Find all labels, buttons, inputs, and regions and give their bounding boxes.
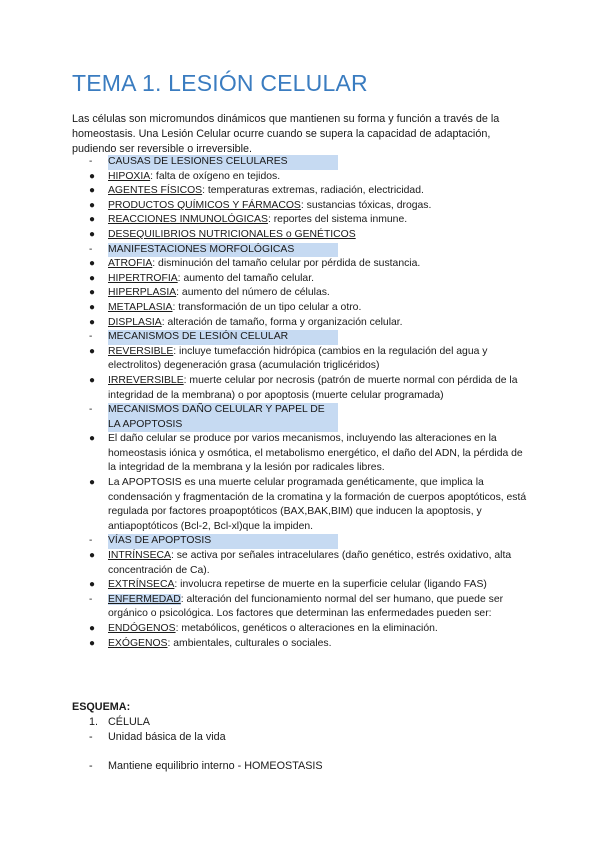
list-item (72, 199, 532, 214)
list-item-text: : sustancias tóxicas, drogas. (300, 199, 432, 211)
list-item-term: EXÓGENOS (108, 637, 168, 649)
list-item-body (108, 258, 420, 269)
schema-subitem-text: Mantiene equilibrio interno - HOMEOSTASIS (108, 760, 323, 772)
content-list (72, 155, 532, 651)
list-item-term: REVERSIBLE (108, 345, 174, 357)
list-item-term: AGENTES FÍSICOS (108, 185, 203, 197)
schema-heading: ESQUEMA: (72, 701, 131, 713)
list-item-text: : muerte celular por necrosis (patrón de muerte normal con pérdida de la integridad de la membrana) o por apoptosis (muerte celular programada) (108, 374, 518, 401)
list-item-body (108, 550, 511, 576)
section-heading (72, 534, 532, 549)
bullet-marker: ● (89, 199, 96, 211)
list-item-text: La APOPTOSIS es una muerte celular programada genéticamente, que implica la condensación y fragmentación de la cromatina y la formación de cuerpos apoptóticos, está regulada por factores proapoptóticos (BAX,BAK,BIM) que inducen la apoptosis, y antiapoptóticos (Bcl-2, Bcl-xl)que la impiden. (108, 477, 527, 532)
list-item-term: DISPLASIA (108, 316, 162, 328)
section-heading (72, 330, 532, 345)
bullet-marker: ● (89, 637, 96, 649)
enfermedad-term: ENFERMEDAD (108, 593, 181, 605)
list-item-term: PRODUCTOS QUÍMICOS Y FÁRMACOS (108, 199, 301, 211)
schema-subitem (72, 730, 532, 745)
list-item (72, 213, 532, 228)
enfermedad-item (72, 593, 532, 622)
list-item-text: : alteración de tamaño, forma y organización celular. (161, 316, 403, 328)
bullet-marker: ● (89, 345, 96, 357)
list-item-term: REACCIONES INMUNOLÓGICAS (108, 214, 268, 226)
list-item-term: ENDÓGENOS (108, 623, 176, 634)
bullet-marker: ● (89, 170, 96, 182)
bullet-marker: ● (89, 287, 96, 299)
schema-numbered-item (72, 715, 532, 730)
bullet-marker: ● (89, 301, 96, 313)
dash-marker: - (89, 593, 93, 605)
schema-subitem (72, 759, 532, 774)
list-item-text: El daño celular se produce por varios mecanismos, incluyendo las alteraciones en la homeostasis iónica y osmótica, el metabolismo energético, el daño del ADN, la pérdida de la integridad de la membrana y la lesión por radicales libres. (108, 433, 523, 474)
dash-marker: - (89, 243, 93, 255)
list-item-text: : aumento del número de células. (176, 287, 330, 299)
list-item-text: : transformación de un tipo celular a otro. (172, 301, 362, 313)
bullet-marker: ● (89, 185, 96, 197)
list-item (72, 170, 532, 185)
list-item-body (108, 214, 407, 225)
list-item-body (108, 171, 280, 182)
list-item (72, 637, 532, 652)
list-item (72, 257, 532, 272)
dash-marker: - (89, 156, 93, 167)
list-item-body (108, 185, 424, 196)
section-heading-text: VÍAS DE APOPTOSIS (108, 534, 338, 549)
list-item (72, 578, 532, 593)
enfermedad-body (108, 594, 503, 620)
schema-section (72, 700, 532, 774)
list-item-text: : aumento del tamaño celular. (177, 272, 314, 284)
section-heading-text: MANIFESTACIONES MORFOLÓGICAS (108, 243, 338, 258)
dash-marker: - (89, 535, 93, 547)
dash-marker: - (89, 731, 93, 743)
schema-subitem-text: Unidad básica de la vida (108, 731, 226, 743)
list-item (72, 316, 532, 331)
list-item-body (108, 638, 332, 649)
section-heading-text: CAUSAS DE LESIONES CELULARES (108, 155, 338, 170)
list-item-body (108, 375, 517, 401)
list-item-term: EXTRÍNSECA (108, 579, 175, 591)
list-item-body (108, 302, 361, 313)
list-item (72, 228, 532, 243)
list-item (72, 476, 532, 534)
bullet-marker: ● (89, 214, 96, 226)
bullet-marker: ● (89, 550, 96, 562)
list-item-text: : metabólicos, genéticos o alteraciones en la eliminación. (175, 623, 438, 634)
list-item-term: DESEQUILIBRIOS NUTRICIONALES o GENÉTICOS (108, 228, 356, 240)
list-item-body (108, 477, 526, 532)
bullet-marker: ● (89, 228, 96, 240)
section-heading (72, 243, 532, 258)
list-item-term: ATROFIA (108, 258, 153, 270)
list-item-body (108, 433, 523, 473)
list-item (72, 549, 532, 578)
list-item-term: HIPERPLASIA (108, 287, 177, 299)
list-item-text: : temperaturas extremas, radiación, electricidad. (202, 185, 424, 197)
list-item-body (108, 287, 330, 298)
list-item-text: : se activa por señales intracelulares (daño genético, estrés oxidativo, alta concentración de Ca). (108, 550, 512, 576)
list-item-body (108, 273, 314, 284)
list-item-term: METAPLASIA (108, 301, 173, 313)
list-item-term: HIPOXIA (108, 170, 151, 182)
dash-marker: - (89, 331, 93, 343)
list-item-text: : reportes del sistema inmune. (267, 214, 408, 226)
bullet-marker: ● (89, 477, 96, 489)
list-item (72, 374, 532, 403)
list-item-body (108, 229, 356, 240)
list-item-body (108, 346, 487, 372)
list-item-term: IRREVERSIBLE (108, 374, 184, 386)
section-heading-text: MECANISMOS DE LESIÓN CELULAR (108, 330, 338, 345)
schema-item-text: CÉLULA (108, 716, 151, 728)
list-item-body (108, 200, 431, 211)
list-item-body (108, 623, 438, 634)
list-item-body (108, 317, 403, 328)
bullet-marker: ● (89, 623, 96, 634)
list-item-text: : incluye tumefacción hidrópica (cambios en la regulación del agua y electrolitos) degeneración grasa (acumulación triglicéridos) (108, 345, 488, 372)
bullet-marker: ● (89, 433, 96, 445)
intro-paragraph: Las células son micromundos dinámicos que mantienen su forma y función a través de la homeostasis. Una Lesión Celular ocurre cuando se supera la capacidad de adaptación, pudiendo ser reversible o irreversible. (72, 113, 500, 155)
list-item-text: : ambientales, culturales o sociales. (167, 637, 332, 649)
bullet-marker: ● (89, 374, 96, 386)
list-item-text: : disminución del tamaño celular por pérdida de sustancia. (152, 258, 421, 270)
section-heading-text: MECANISMOS DAÑO CELULAR Y PAPEL DE LA APOPTOSIS (108, 403, 338, 432)
list-item-term: INTRÍNSECA (108, 550, 171, 562)
section-heading (72, 403, 532, 432)
bullet-marker: ● (89, 316, 96, 328)
list-item (72, 184, 532, 199)
enfermedad-text: : alteración del funcionamiento normal del ser humano, que puede ser orgánico o psicológica. Los factores que determinan las enfermedades pueden ser: (108, 593, 504, 620)
page-title: TEMA 1. LESIÓN CELULAR (72, 70, 368, 96)
list-item-term: HIPERTROFIA (108, 272, 178, 284)
list-item (72, 286, 532, 301)
list-item (72, 272, 532, 287)
dash-marker: - (89, 404, 93, 416)
number-marker: 1. (89, 716, 99, 728)
bullet-marker: ● (89, 579, 96, 591)
bullet-marker: ● (89, 272, 96, 284)
list-item (72, 432, 532, 476)
list-item-body (108, 579, 487, 590)
list-item (72, 301, 532, 316)
list-item (72, 345, 532, 374)
list-item (72, 622, 532, 637)
list-item-text: : falta de oxígeno en tejidos. (150, 170, 281, 182)
bullet-marker: ● (89, 258, 96, 270)
list-item-text: : involucra repetirse de muerte en la superficie celular (ligando FAS) (174, 579, 487, 591)
dash-marker: - (89, 760, 93, 772)
section-heading (72, 155, 532, 170)
